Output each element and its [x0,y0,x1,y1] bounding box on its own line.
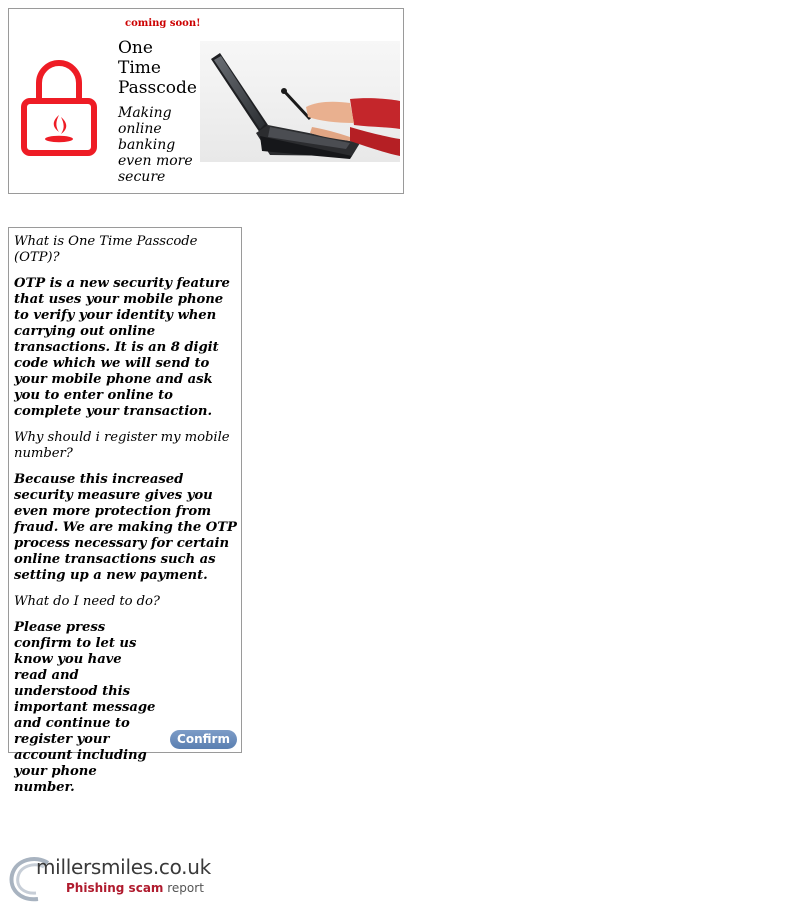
banner-title-line: One [118,38,153,58]
answer-paragraph: OTP is a new security feature that uses your mobile phone to verify your identity when carrying out online transactions. It is an 8 digit code which we will send to your mobile phone and ask you to enter online to complete your transaction. [14,276,230,419]
banner-title-line: Passcode [118,78,197,98]
banner-subtitle-line: secure [118,169,166,185]
otp-banner [8,8,404,194]
banner-title-line: Time [118,58,161,78]
banner-subtitle-line: banking [118,137,176,153]
question-heading: What is One Time Passcode (OTP)? [14,234,198,265]
confirm-button[interactable]: Confirm [170,730,237,749]
tagline-light: report [167,881,204,895]
flame-logo-icon [45,115,73,142]
logo-domain-text: millersmiles.co.uk [36,855,211,879]
banner-subtitle [118,105,202,185]
laptop-image [200,41,400,162]
coming-soon-label: coming soon! [125,18,201,29]
question-heading: What do I need to do? [14,594,160,609]
question-heading: Why should i register my mobile number? [14,430,230,461]
answer-paragraph: Please press confirm to let us know you have read and understood this important message and continue to register your account including your phone number. [14,620,156,795]
banner-subtitle-line: online [118,121,162,137]
padlock-icon [21,53,97,157]
logo-tagline [66,881,204,895]
answer-paragraph: Because this increased security measure gives you even more protection from fraud. We are making the OTP process necessary for certain online transactions such as setting up a new payment. [14,472,237,583]
banner-subtitle-line: Making [118,105,172,121]
otp-info-panel [8,227,242,795]
millersmiles-logo[interactable] [8,851,223,903]
tagline-strong: Phishing scam [66,881,164,895]
info-content [14,234,238,796]
banner-title [118,38,202,98]
banner-subtitle-line: even more [118,153,193,169]
laptop-photo [200,41,400,162]
